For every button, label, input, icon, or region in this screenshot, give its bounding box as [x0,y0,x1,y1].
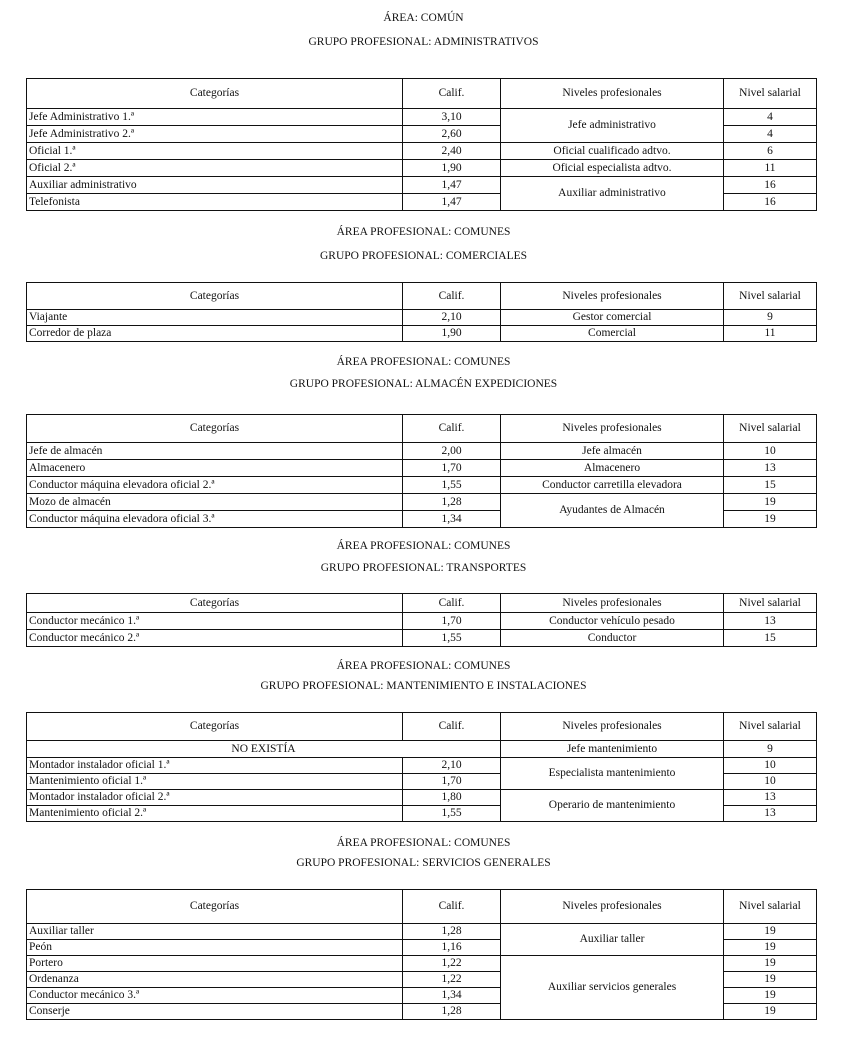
header-nivel-salarial: Nivel salarial [724,890,817,924]
nivel-cell: Almacenero [501,460,724,477]
calif-cell: 2,10 [403,310,501,326]
categoria-cell: Portero [27,956,403,972]
table-row [27,326,817,342]
header-niveles: Niveles profesionales [501,283,724,310]
table-header-row [27,283,817,310]
categoria-cell: Conserje [27,1004,403,1020]
table-row [27,160,817,177]
categoria-cell: Mozo de almacén [27,494,403,511]
grupo-heading: GRUPO PROFESIONAL: ALMACÉN EXPEDICIONES [289,378,558,390]
salarial-cell: 16 [724,194,817,211]
table-header-row [27,890,817,924]
nivel-cell: Auxiliar administrativo [501,177,724,211]
calif-cell: 1,16 [403,940,501,956]
header-categorias: Categorías [27,713,403,741]
calif-cell: 1,28 [403,924,501,940]
nivel-cell: Jefe mantenimiento [501,741,724,758]
calif-cell: 1,28 [403,494,501,511]
table-comerciales [26,282,817,342]
table-header-row [27,415,817,443]
table-mantenimiento [26,712,817,822]
no-existia-cell: NO EXISTÍA [27,741,501,758]
nivel-cell: Gestor comercial [501,310,724,326]
header-nivel-salarial: Nivel salarial [724,415,817,443]
table-row [27,790,817,806]
table-row [27,630,817,647]
salarial-cell: 10 [724,443,817,460]
header-niveles: Niveles profesionales [501,890,724,924]
categoria-cell: Mantenimiento oficial 1.ª [27,774,403,790]
table-servicios-generales [26,889,817,1020]
categoria-cell: Conductor mecánico 3.ª [27,988,403,1004]
categoria-cell: Viajante [27,310,403,326]
salarial-cell: 19 [724,988,817,1004]
header-nivel-salarial: Nivel salarial [724,283,817,310]
table-header-row [27,713,817,741]
calif-cell: 1,90 [403,160,501,177]
grupo-heading: GRUPO PROFESIONAL: COMERCIALES [319,250,528,262]
nivel-cell: Conductor carretilla elevadora [501,477,724,494]
area-heading: ÁREA PROFESIONAL: COMUNES [336,660,511,672]
table-row [27,924,817,940]
salarial-cell: 19 [724,1004,817,1020]
categoria-cell: Almacenero [27,460,403,477]
area-heading: ÁREA PROFESIONAL: COMUNES [336,226,511,238]
categoria-cell: Oficial 2.ª [27,160,403,177]
calif-cell: 1,55 [403,806,501,822]
calif-cell: 1,90 [403,326,501,342]
salarial-cell: 13 [724,460,817,477]
table-header-row [27,594,817,613]
categoria-cell: Auxiliar taller [27,924,403,940]
categoria-cell: Conductor máquina elevadora oficial 3.ª [27,511,403,528]
area-heading: ÁREA PROFESIONAL: COMUNES [336,540,511,552]
categoria-cell: Corredor de plaza [27,326,403,342]
grupo-heading: GRUPO PROFESIONAL: TRANSPORTES [320,562,527,574]
header-calif: Calif. [403,594,501,613]
categoria-cell: Jefe de almacén [27,443,403,460]
table-row [27,956,817,972]
categoria-cell: Montador instalador oficial 2.ª [27,790,403,806]
categoria-cell: Jefe Administrativo 2.ª [27,126,403,143]
table-row [27,741,817,758]
header-categorias: Categorías [27,890,403,924]
table-almacen [26,414,817,528]
header-niveles: Niveles profesionales [501,415,724,443]
nivel-cell: Ayudantes de Almacén [501,494,724,528]
grupo-heading: GRUPO PROFESIONAL: ADMINISTRATIVOS [308,36,539,48]
table-administrativos [26,78,817,211]
salarial-cell: 11 [724,326,817,342]
header-categorias: Categorías [27,415,403,443]
nivel-cell: Auxiliar taller [501,924,724,956]
area-heading: ÁREA PROFESIONAL: COMUNES [336,356,511,368]
salarial-cell: 6 [724,143,817,160]
header-niveles: Niveles profesionales [501,713,724,741]
table-row [27,613,817,630]
calif-cell: 2,40 [403,143,501,160]
table-row [27,494,817,511]
categoria-cell: Auxiliar administrativo [27,177,403,194]
header-calif: Calif. [403,79,501,109]
header-nivel-salarial: Nivel salarial [724,594,817,613]
nivel-cell: Comercial [501,326,724,342]
nivel-cell: Conductor [501,630,724,647]
salarial-cell: 19 [724,940,817,956]
nivel-cell: Oficial cualificado adtvo. [501,143,724,160]
salarial-cell: 15 [724,477,817,494]
salarial-cell: 9 [724,310,817,326]
categoria-cell: Oficial 1.ª [27,143,403,160]
header-categorias: Categorías [27,283,403,310]
salarial-cell: 16 [724,177,817,194]
table-row [27,310,817,326]
categoria-cell: Mantenimiento oficial 2.ª [27,806,403,822]
table-row [27,177,817,194]
header-nivel-salarial: Nivel salarial [724,79,817,109]
salarial-cell: 19 [724,956,817,972]
nivel-cell: Oficial especialista adtvo. [501,160,724,177]
calif-cell: 1,34 [403,511,501,528]
calif-cell: 1,70 [403,460,501,477]
header-categorias: Categorías [27,594,403,613]
categoria-cell: Conductor mecánico 2.ª [27,630,403,647]
grupo-heading: GRUPO PROFESIONAL: MANTENIMIENTO E INSTALACIONES [260,680,587,692]
calif-cell: 2,00 [403,443,501,460]
calif-cell: 1,80 [403,790,501,806]
header-nivel-salarial: Nivel salarial [724,713,817,741]
calif-cell: 2,60 [403,126,501,143]
area-heading: ÁREA: COMÚN [383,12,464,24]
calif-cell: 1,28 [403,1004,501,1020]
area-heading: ÁREA PROFESIONAL: COMUNES [336,837,511,849]
salarial-cell: 9 [724,741,817,758]
salarial-cell: 19 [724,494,817,511]
salarial-cell: 11 [724,160,817,177]
table-header-row [27,79,817,109]
salarial-cell: 19 [724,972,817,988]
salarial-cell: 15 [724,630,817,647]
calif-cell: 3,10 [403,109,501,126]
calif-cell: 1,34 [403,988,501,1004]
header-niveles: Niveles profesionales [501,79,724,109]
header-calif: Calif. [403,713,501,741]
nivel-cell: Conductor vehículo pesado [501,613,724,630]
calif-cell: 1,70 [403,613,501,630]
header-calif: Calif. [403,283,501,310]
header-niveles: Niveles profesionales [501,594,724,613]
nivel-cell: Especialista mantenimiento [501,758,724,790]
header-calif: Calif. [403,415,501,443]
table-row [27,143,817,160]
salarial-cell: 4 [724,109,817,126]
salarial-cell: 4 [724,126,817,143]
calif-cell: 1,47 [403,194,501,211]
calif-cell: 1,47 [403,177,501,194]
table-row [27,109,817,126]
calif-cell: 1,22 [403,972,501,988]
categoria-cell: Telefonista [27,194,403,211]
calif-cell: 1,70 [403,774,501,790]
categoria-cell: Ordenanza [27,972,403,988]
grupo-heading: GRUPO PROFESIONAL: SERVICIOS GENERALES [296,857,551,869]
table-row [27,758,817,774]
categoria-cell: Jefe Administrativo 1.ª [27,109,403,126]
calif-cell: 1,22 [403,956,501,972]
nivel-cell: Auxiliar servicios generales [501,956,724,1020]
nivel-cell: Jefe almacén [501,443,724,460]
categoria-cell: Peón [27,940,403,956]
salarial-cell: 10 [724,758,817,774]
table-row [27,477,817,494]
calif-cell: 2,10 [403,758,501,774]
salarial-cell: 13 [724,790,817,806]
categoria-cell: Montador instalador oficial 1.ª [27,758,403,774]
salarial-cell: 13 [724,613,817,630]
categoria-cell: Conductor máquina elevadora oficial 2.ª [27,477,403,494]
table-row [27,460,817,477]
nivel-cell: Jefe administrativo [501,109,724,143]
salarial-cell: 19 [724,924,817,940]
salarial-cell: 13 [724,806,817,822]
header-calif: Calif. [403,890,501,924]
salarial-cell: 19 [724,511,817,528]
table-transportes [26,593,817,647]
categoria-cell: Conductor mecánico 1.ª [27,613,403,630]
calif-cell: 1,55 [403,477,501,494]
table-row [27,443,817,460]
salarial-cell: 10 [724,774,817,790]
calif-cell: 1,55 [403,630,501,647]
header-categorias: Categorías [27,79,403,109]
nivel-cell: Operario de mantenimiento [501,790,724,822]
